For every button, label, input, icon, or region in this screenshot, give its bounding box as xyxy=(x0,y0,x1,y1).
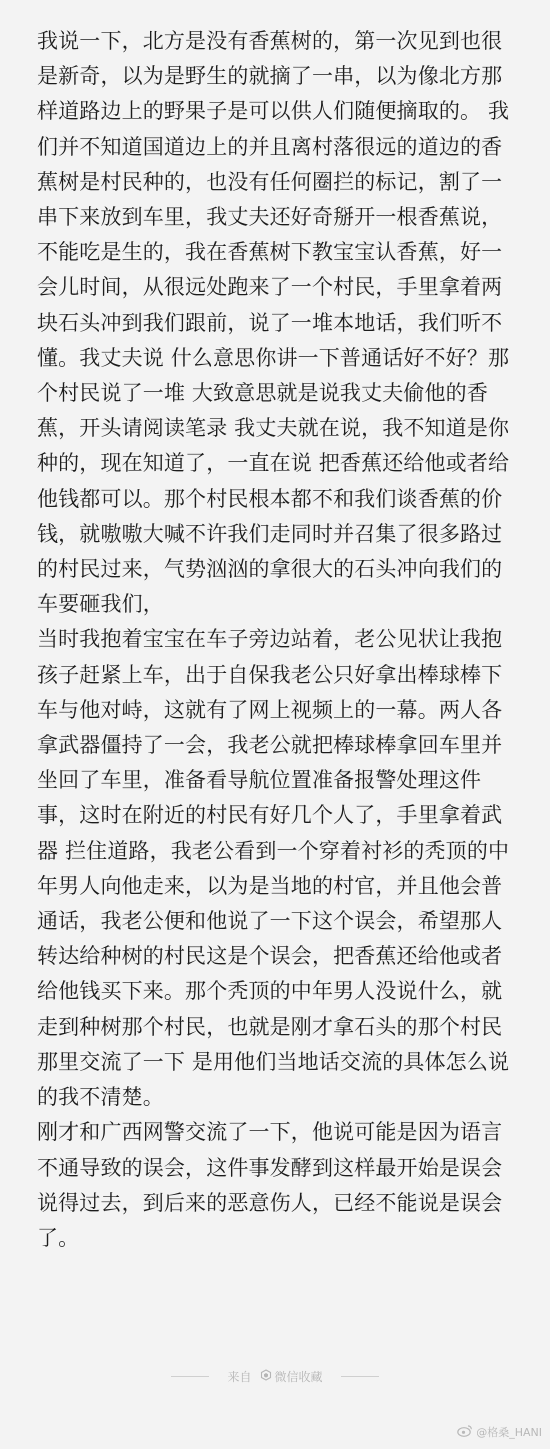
wechat-favorites-icon xyxy=(260,1369,272,1384)
source-footer xyxy=(0,1366,550,1386)
source-prefix: 来自 xyxy=(227,1369,252,1384)
watermark-text: @格桑_HANI xyxy=(476,1426,542,1439)
weibo-watermark xyxy=(457,1424,542,1440)
note-paragraph-2: 当时我抱着宝宝在车子旁边站着，老公见状让我抱孩子赶紧上车，出于自保我老公只好拿出棒球棒下车与他对峙，这就有了网上视频上的一幕。两人各拿武器僵持了一会，我老公就把棒球棒拿回车里并坐回了车里，准备看导航位置准备报警处理这件事，这时在附近的村民有好几个人了，手里拿着武器 拦住道路，我老公看到一个穿着衬衫的秃顶的中年男人向他走来，以为是当地的村官，并且他会普通话，我老公便和他说了一下这个误会，希望那人转达给种树的村民这是个误会，把香蕉还给他或者给他钱买下来。那个秃顶的中年男人没说什么，就走到种树那个村民，也就是刚才拿石头的那个村民那里交流了一下 是用他们当地话交流的具体怎么说的我不清楚。 xyxy=(37,627,510,1110)
note-paragraph-3: 刚才和广西网警交流了一下，他说可能是因为语言不通导致的误会，这件事发酵到这样最开始是误会说得过去，到后来的恶意伤人，已经不能说是误会了。 xyxy=(37,1120,503,1250)
note-body xyxy=(37,24,523,1256)
weibo-icon xyxy=(457,1424,473,1440)
source-attribution xyxy=(227,1368,322,1385)
note-paragraph-1: 我说一下，北方是没有香蕉树的，第一次见到也很是新奇，以为是野生的就摘了一串，以为像北方那样道路边上的野果子是可以供人们随便摘取的。 我们并不知道国道边上的并且离村落很远的道边的香蕉树是村民种的，也没有任何圈拦的标记，割了一串下来放到车里，我丈夫还好奇掰开一根香蕉说，不能吃是生的，我在香蕉树下教宝宝认香蕉，好一会儿时间，从很远处跑来了一个村民，手里拿着两块石头冲到我们跟前，说了一堆本地话，我们听不懂。我丈夫说 什么意思你讲一下普通话好不好？那个村民说了一堆 大致意思就是说我丈夫偷他的香蕉，开头请阅读笔录 我丈夫就在说，我不知道是你种的，现在知道了，一直在说 把香蕉还给他或者给他钱都可以。那个村民根本都不和我们谈香蕉的价钱，就嗷嗷大喊不许我们走同时并召集了很多路过的村民过来，气势汹汹的拿很大的石头冲向我们的车要砸我们， xyxy=(37,29,510,617)
footer-left-divider xyxy=(171,1376,209,1377)
source-app-name: 微信收藏 xyxy=(274,1369,323,1384)
footer-right-divider xyxy=(341,1376,379,1377)
